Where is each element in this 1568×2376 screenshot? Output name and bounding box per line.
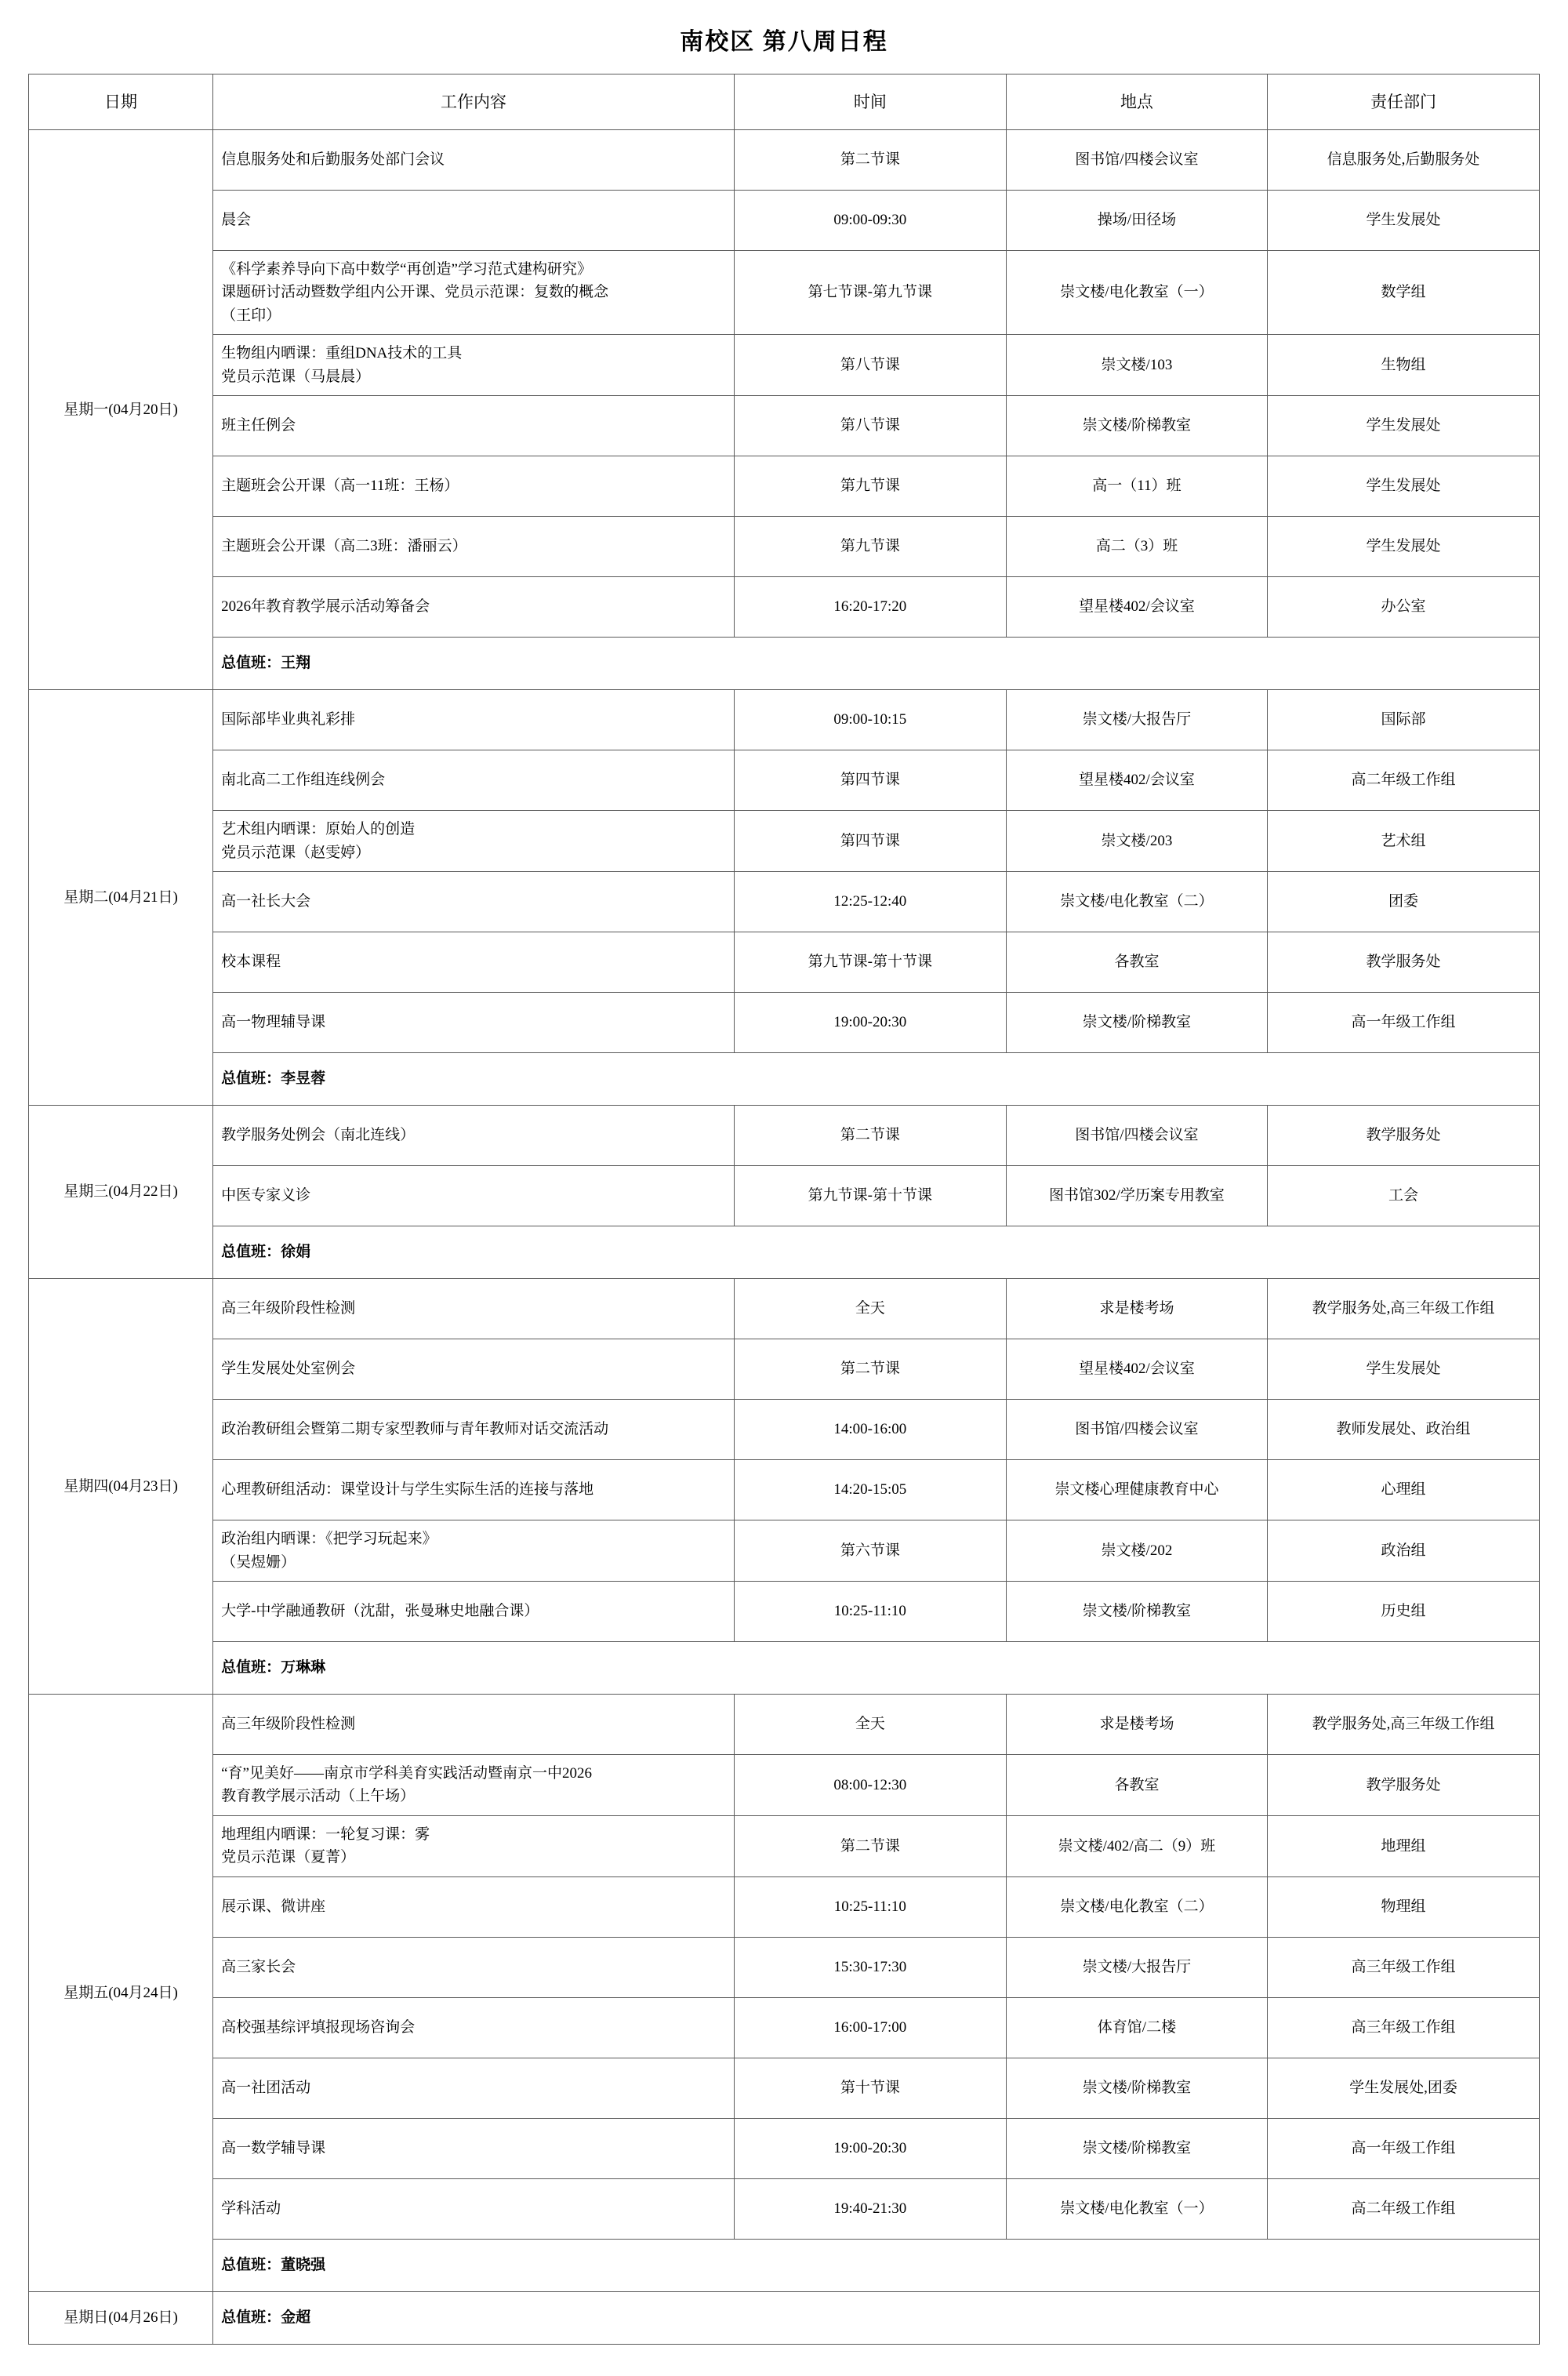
event-place-cell: 图书馆/四楼会议室 [1006,1400,1267,1460]
event-time-cell: 第二节课 [734,1339,1006,1400]
event-place-cell: 望星楼402/会议室 [1006,577,1267,638]
table-row [29,130,1540,191]
event-time-cell: 19:40-21:30 [734,2178,1006,2239]
event-time-cell: 10:25-11:10 [734,1876,1006,1937]
event-place-cell: 图书馆/四楼会议室 [1006,1106,1267,1166]
event-time-cell: 第二节课 [734,130,1006,191]
table-header-row [29,74,1540,130]
duty-row [29,1053,1540,1106]
duty-officer-cell: 总值班：王翔 [213,638,1540,690]
event-content-cell [213,1997,735,2058]
event-time-cell: 15:30-17:30 [734,1937,1006,1997]
event-dept-cell: 团委 [1268,872,1540,932]
event-time-cell: 第九节课 [734,456,1006,517]
table-row [29,2178,1540,2239]
event-content-line: 中医专家义诊 [221,1187,311,1204]
event-dept-cell: 教学服务处,高三年级工作组 [1268,1694,1540,1754]
event-place-cell: 崇文楼/阶梯教室 [1006,2058,1267,2118]
table-row [29,1279,1540,1339]
weekly-schedule-table [28,74,1540,2345]
table-row [29,1166,1540,1226]
duty-officer-cell: 总值班：金超 [213,2291,1540,2344]
day-date-cell: 星期五(04月24日) [29,1694,213,2291]
event-dept-cell: 政治组 [1268,1520,1540,1582]
event-content-line: 校本课程 [221,954,281,971]
event-place-cell: 各教室 [1006,932,1267,993]
event-content-line: 心理教研组活动：课堂设计与学生实际生活的连接与落地 [221,1481,594,1499]
event-content-line: 主题班会公开课（高二3班：潘丽云） [221,538,467,555]
table-row [29,251,1540,335]
event-place-cell: 图书馆/四楼会议室 [1006,130,1267,191]
event-content-line: 高三年级阶段性检测 [221,1716,356,1733]
event-dept-cell: 国际部 [1268,690,1540,750]
event-content-line: 党员示范课（夏菁） [221,1849,356,1866]
event-content-line: 南北高二工作组连线例会 [221,772,386,789]
event-content-line: 艺术组内晒课：原始人的创造 [221,821,416,838]
event-dept-cell: 教学服务处 [1268,1106,1540,1166]
table-row [29,191,1540,251]
event-dept-cell: 高一年级工作组 [1268,993,1540,1053]
event-dept-cell: 教学服务处 [1268,932,1540,993]
event-content-line: 高一物理辅导课 [221,1014,326,1031]
event-content-line: 教育教学展示活动（上午场） [221,1788,416,1805]
event-content-line: 学生发展处处室例会 [221,1361,356,1378]
event-content-cell [213,993,735,1053]
event-content-cell [213,251,735,335]
event-place-cell: 崇文楼/202 [1006,1520,1267,1582]
event-content-cell [213,1937,735,1997]
event-place-cell: 求是楼考场 [1006,1279,1267,1339]
day-date-cell: 星期三(04月22日) [29,1106,213,1279]
event-place-cell: 崇文楼/大报告厅 [1006,690,1267,750]
event-content-line: 《科学素养导向下高中数学“再创造”学习范式建构研究》 [221,261,592,278]
duty-officer-cell: 总值班：董晓强 [213,2239,1540,2291]
event-dept-cell: 高三年级工作组 [1268,1937,1540,1997]
table-row [29,1106,1540,1166]
table-row [29,1339,1540,1400]
event-content-line: 生物组内晒课：重组DNA技术的工具 [221,345,463,362]
table-row [29,993,1540,1053]
event-content-cell [213,932,735,993]
event-content-line: 高一社团活动 [221,2079,311,2096]
duty-row [29,1641,1540,1694]
table-row [29,1520,1540,1582]
event-place-cell: 操场/田径场 [1006,191,1267,251]
event-content-cell [213,2058,735,2118]
event-content-cell [213,191,735,251]
event-content-cell [213,130,735,191]
table-row [29,1460,1540,1520]
day-date-cell: 星期二(04月21日) [29,690,213,1106]
event-dept-cell: 工会 [1268,1166,1540,1226]
event-dept-cell: 心理组 [1268,1460,1540,1520]
event-content-line: 信息服务处和后勤服务处部门会议 [221,151,445,169]
event-place-cell: 崇文楼/阶梯教室 [1006,396,1267,456]
table-row [29,456,1540,517]
event-content-line: “育”见美好——南京市学科美育实践活动暨南京一中2026 [221,1764,592,1782]
table-row [29,2058,1540,2118]
event-content-line: 党员示范课（赵雯婷） [221,844,371,861]
event-content-cell [213,335,735,396]
event-dept-cell: 生物组 [1268,335,1540,396]
event-time-cell: 第二节课 [734,1815,1006,1876]
event-content-cell [213,1754,735,1815]
event-place-cell: 崇文楼/电化教室（一） [1006,2178,1267,2239]
event-place-cell: 崇文楼/103 [1006,335,1267,396]
event-place-cell: 崇文楼/大报告厅 [1006,1937,1267,1997]
table-row [29,335,1540,396]
event-time-cell: 第二节课 [734,1106,1006,1166]
event-time-cell: 第九节课-第十节课 [734,932,1006,993]
event-dept-cell: 高一年级工作组 [1268,2118,1540,2178]
table-row [29,1694,1540,1754]
event-place-cell: 崇文楼/电化教室（二） [1006,1876,1267,1937]
day-date-cell: 星期日(04月26日) [29,2291,213,2344]
event-content-line: 主题班会公开课（高一11班：王杨） [221,478,459,495]
event-time-cell: 全天 [734,1694,1006,1754]
event-time-cell: 16:20-17:20 [734,577,1006,638]
event-content-cell [213,750,735,811]
event-content-line: 地理组内晒课：一轮复习课：雾 [221,1826,430,1843]
page-title: 南校区 第八周日程 [680,29,888,55]
event-content-line: 高三年级阶段性检测 [221,1300,356,1317]
day-date-cell: 星期一(04月20日) [29,130,213,690]
column-header-content: 工作内容 [213,74,735,130]
event-dept-cell: 学生发展处 [1268,1339,1540,1400]
table-row [29,1400,1540,1460]
table-row [29,1581,1540,1641]
table-row [29,517,1540,577]
event-place-cell: 崇文楼/电化教室（一） [1006,251,1267,335]
column-header-place: 地点 [1006,74,1267,130]
event-content-cell [213,811,735,872]
event-dept-cell: 教学服务处,高三年级工作组 [1268,1279,1540,1339]
event-place-cell: 崇文楼/阶梯教室 [1006,993,1267,1053]
event-dept-cell: 地理组 [1268,1815,1540,1876]
table-row [29,932,1540,993]
table-row [29,2291,1540,2344]
event-time-cell: 08:00-12:30 [734,1754,1006,1815]
event-content-line: 晨会 [221,212,252,229]
event-place-cell: 体育馆/二楼 [1006,1997,1267,2058]
event-dept-cell: 物理组 [1268,1876,1540,1937]
event-content-cell [213,872,735,932]
event-content-cell [213,1520,735,1582]
table-header [29,74,1540,130]
event-place-cell: 崇文楼/203 [1006,811,1267,872]
event-place-cell: 各教室 [1006,1754,1267,1815]
event-content-line: 展示课、微讲座 [221,1898,326,1915]
event-time-cell: 第四节课 [734,750,1006,811]
table-row [29,1997,1540,2058]
event-content-cell [213,1815,735,1876]
event-content-line: （王印） [221,307,281,324]
event-time-cell: 第八节课 [734,396,1006,456]
event-place-cell: 望星楼402/会议室 [1006,1339,1267,1400]
event-time-cell: 第六节课 [734,1520,1006,1582]
event-content-line: 党员示范课（马晨晨） [221,368,371,385]
duty-row [29,2239,1540,2291]
event-content-cell [213,1694,735,1754]
event-place-cell: 求是楼考场 [1006,1694,1267,1754]
duty-row [29,638,1540,690]
event-place-cell: 崇文楼/402/高二（9）班 [1006,1815,1267,1876]
event-dept-cell: 历史组 [1268,1581,1540,1641]
event-dept-cell: 高二年级工作组 [1268,750,1540,811]
event-place-cell: 崇文楼心理健康教育中心 [1006,1460,1267,1520]
event-content-line: 政治教研组会暨第二期专家型教师与青年教师对话交流活动 [221,1421,609,1438]
table-row [29,1754,1540,1815]
column-header-date: 日期 [29,74,213,130]
event-dept-cell: 教学服务处 [1268,1754,1540,1815]
duty-row [29,1226,1540,1279]
event-dept-cell: 办公室 [1268,577,1540,638]
table-body [29,130,1540,2345]
event-place-cell: 崇文楼/阶梯教室 [1006,2118,1267,2178]
event-place-cell: 高一（11）班 [1006,456,1267,517]
event-content-line: 国际部毕业典礼彩排 [221,711,356,728]
event-time-cell: 19:00-20:30 [734,2118,1006,2178]
table-row [29,872,1540,932]
event-dept-cell: 学生发展处 [1268,191,1540,251]
event-content-line: 政治组内晒课：《把学习玩起来》 [221,1531,437,1548]
event-dept-cell: 教师发展处、政治组 [1268,1400,1540,1460]
event-time-cell: 14:00-16:00 [734,1400,1006,1460]
event-time-cell: 第十节课 [734,2058,1006,2118]
event-time-cell: 10:25-11:10 [734,1581,1006,1641]
event-content-line: 班主任例会 [221,417,296,434]
table-row [29,1937,1540,1997]
table-row [29,2118,1540,2178]
event-place-cell: 高二（3）班 [1006,517,1267,577]
event-content-line: 学科活动 [221,2200,281,2217]
event-time-cell: 全天 [734,1279,1006,1339]
event-content-line: 课题研讨活动暨数学组内公开课、党员示范课：复数的概念 [221,284,609,301]
table-row [29,1815,1540,1876]
table-row [29,577,1540,638]
event-time-cell: 12:25-12:40 [734,872,1006,932]
event-content-cell [213,1400,735,1460]
event-content-line: 高一数学辅导课 [221,2139,326,2156]
table-row [29,396,1540,456]
event-content-cell [213,1876,735,1937]
event-content-line: 高三家长会 [221,1958,296,1975]
event-time-cell: 第九节课 [734,517,1006,577]
event-dept-cell: 信息服务处,后勤服务处 [1268,130,1540,191]
event-dept-cell: 学生发展处 [1268,517,1540,577]
table-row [29,1876,1540,1937]
event-dept-cell: 学生发展处 [1268,396,1540,456]
table-row [29,690,1540,750]
event-dept-cell: 数学组 [1268,251,1540,335]
event-content-cell [213,1106,735,1166]
event-place-cell: 崇文楼/电化教室（二） [1006,872,1267,932]
event-place-cell: 望星楼402/会议室 [1006,750,1267,811]
event-content-cell [213,1279,735,1339]
duty-officer-cell: 总值班：万琳琳 [213,1641,1540,1694]
event-time-cell: 第七节课-第九节课 [734,251,1006,335]
duty-officer-cell: 总值班：徐娟 [213,1226,1540,1279]
event-content-line: 大学-中学融通教研（沈甜，张曼琳史地融合课） [221,1603,539,1620]
event-content-line: 高一社长大会 [221,893,311,910]
event-time-cell: 16:00-17:00 [734,1997,1006,2058]
event-dept-cell: 学生发展处 [1268,456,1540,517]
event-content-cell [213,577,735,638]
event-time-cell: 第九节课-第十节课 [734,1166,1006,1226]
event-time-cell: 09:00-09:30 [734,191,1006,251]
event-time-cell: 第八节课 [734,335,1006,396]
event-content-cell [213,2178,735,2239]
table-row [29,811,1540,872]
event-place-cell: 崇文楼/阶梯教室 [1006,1581,1267,1641]
column-header-dept: 责任部门 [1268,74,1540,130]
event-dept-cell: 学生发展处,团委 [1268,2058,1540,2118]
event-dept-cell: 高二年级工作组 [1268,2178,1540,2239]
event-content-cell [213,2118,735,2178]
event-content-cell [213,1339,735,1400]
event-content-line: 2026年教育教学展示活动筹备会 [221,598,430,616]
event-content-cell [213,396,735,456]
table-row [29,750,1540,811]
event-dept-cell: 艺术组 [1268,811,1540,872]
event-time-cell: 19:00-20:30 [734,993,1006,1053]
event-content-cell [213,1460,735,1520]
event-content-line: 高校强基综评填报现场咨询会 [221,2018,416,2036]
event-dept-cell: 高三年级工作组 [1268,1997,1540,2058]
event-content-cell [213,456,735,517]
column-header-time: 时间 [734,74,1006,130]
event-content-cell [213,1581,735,1641]
event-time-cell: 09:00-10:15 [734,690,1006,750]
event-content-line: 教学服务处例会（南北连线） [221,1127,416,1144]
event-content-cell [213,517,735,577]
day-date-cell: 星期四(04月23日) [29,1279,213,1695]
event-time-cell: 14:20-15:05 [734,1460,1006,1520]
event-place-cell: 图书馆302/学历案专用教室 [1006,1166,1267,1226]
event-content-line: （吴煜姗） [221,1553,296,1571]
duty-officer-cell: 总值班：李昱蓉 [213,1053,1540,1106]
event-content-cell [213,1166,735,1226]
event-time-cell: 第四节课 [734,811,1006,872]
event-content-cell [213,690,735,750]
